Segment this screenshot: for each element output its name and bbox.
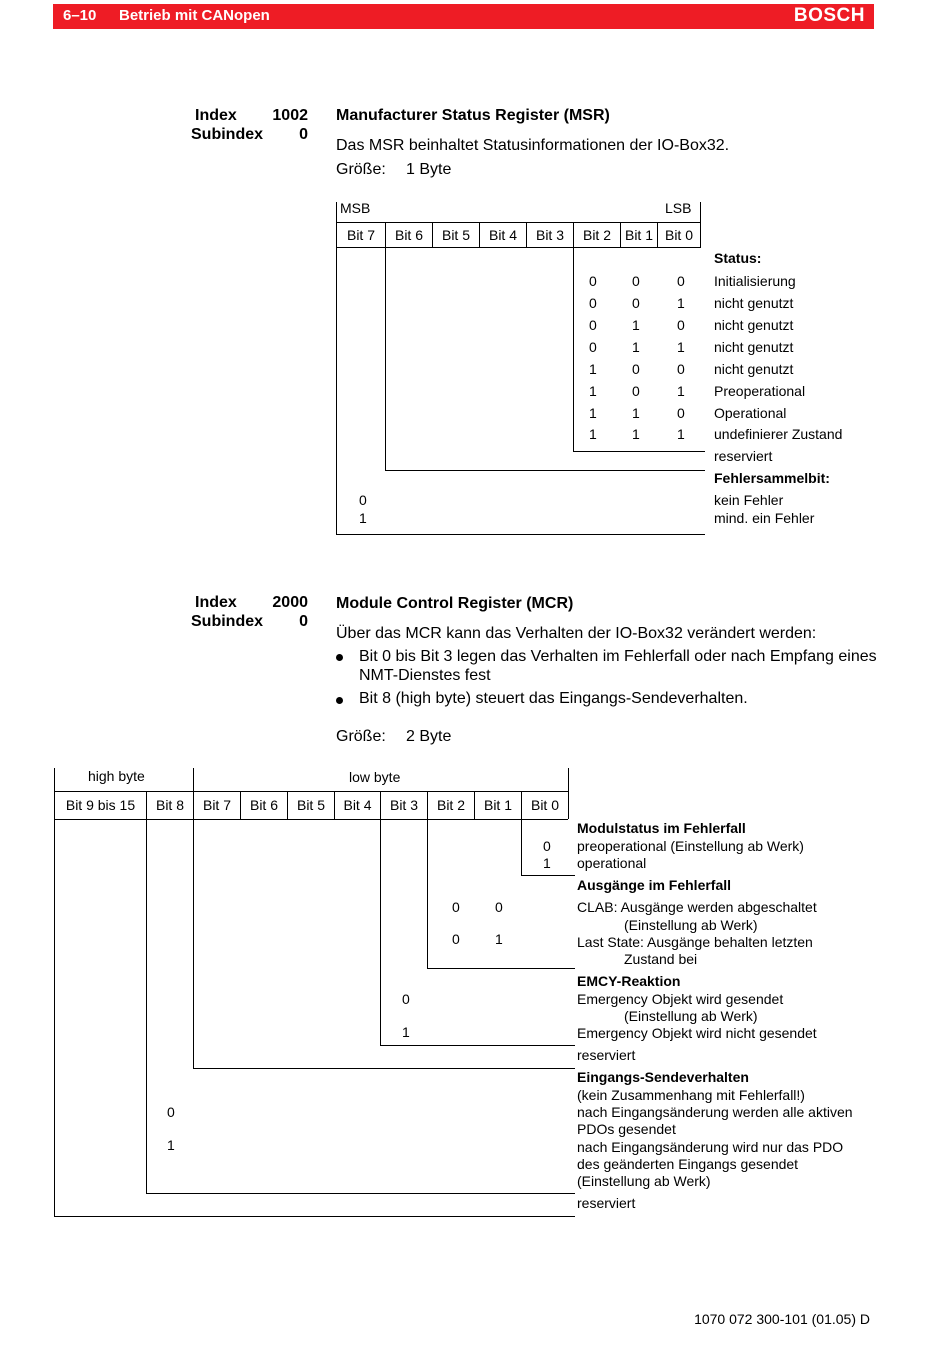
eing-0-text: nach Eingangsänderung werden alle aktiven [577, 1104, 853, 1120]
bullet-dot [336, 697, 343, 704]
status-bit: 0 [632, 361, 640, 377]
msr-subindex-label: Subindex [191, 126, 264, 143]
msr-size-label: Größe: [336, 161, 386, 178]
mcr-size-label: Größe: [336, 728, 386, 745]
msr-bit-2: Bit 2 [582, 227, 611, 243]
bit-value: 0 [167, 1104, 175, 1120]
emcy-heading: EMCY-Reaktion [577, 973, 681, 989]
document-number: 1070 072 300-101 (01.05) D [694, 1311, 870, 1327]
mcr-size-value: 2 Byte [406, 728, 452, 745]
status-label: nicht genutzt [714, 339, 794, 355]
status-bit: 0 [589, 295, 597, 311]
msr-status-heading: Status: [714, 250, 762, 266]
bit-value: 0 [452, 931, 460, 947]
chapter-title: Betrieb mit CANopen [119, 7, 270, 24]
mcr-reserved-2: reserviert [577, 1195, 636, 1211]
bullet-text: NMT-Dienstes fest [359, 667, 491, 684]
msr-bit-1: Bit 1 [624, 227, 653, 243]
ausg-00-text-2: (Einstellung ab Werk) [624, 917, 758, 933]
mcr-bit-6: Bit 6 [249, 797, 278, 813]
high-byte-label: high byte [88, 768, 145, 784]
bosch-logo: BOSCH [793, 5, 865, 26]
msr-description: Das MSR beinhaltet Statusinformationen der IO-Box32. [336, 137, 730, 154]
mcr-bit-2: Bit 2 [436, 797, 465, 813]
mcr-subindex-label: Subindex [191, 613, 264, 630]
status-bit: 0 [589, 339, 597, 355]
error-bit: 0 [359, 492, 367, 508]
status-bit: 0 [632, 273, 640, 289]
msr-subindex-value: 0 [299, 126, 308, 143]
ausg-heading: Ausgänge im Fehlerfall [577, 877, 732, 893]
mcr-title: Module Control Register (MCR) [336, 595, 574, 612]
lsb-label: LSB [665, 200, 692, 216]
status-bit: 1 [589, 426, 597, 442]
eing-0-text-2: PDOs gesendet [577, 1121, 676, 1137]
status-bit: 1 [677, 339, 685, 355]
mcr-bit-0: Bit 0 [530, 797, 559, 813]
mcr-bit-9-15: Bit 9 bis 15 [65, 797, 136, 813]
bit-value: 1 [402, 1024, 410, 1040]
msr-bit-6: Bit 6 [394, 227, 423, 243]
mcr-subindex-value: 0 [299, 613, 308, 630]
status-label: Operational [714, 405, 787, 421]
error-bit: 1 [359, 510, 367, 526]
msr-reserved: reserviert [714, 448, 773, 464]
msr-title: Manufacturer Status Register (MSR) [336, 107, 610, 124]
bullet-text: Bit 0 bis Bit 3 legen das Verhalten im Fehlerfall oder nach Empfang eines [359, 648, 877, 665]
header-bar [53, 4, 874, 29]
status-bit: 1 [589, 361, 597, 377]
mcr-bit-8: Bit 8 [155, 797, 184, 813]
status-bit: 1 [589, 383, 597, 399]
page-number: 6–10 [63, 7, 97, 24]
status-label: nicht genutzt [714, 295, 794, 311]
status-bit: 0 [589, 273, 597, 289]
bit-value: 0 [402, 991, 410, 1007]
msr-index-label: Index [195, 107, 237, 124]
status-bit: 0 [677, 317, 685, 333]
eing-heading: Eingangs-Sendeverhalten [577, 1069, 749, 1085]
status-bit: 1 [632, 317, 640, 333]
mcr-bit-5: Bit 5 [296, 797, 325, 813]
modul-0-text: preoperational (Einstellung ab Werk) [577, 838, 804, 854]
status-bit: 0 [677, 361, 685, 377]
msr-index-value: 1002 [272, 107, 308, 124]
msr-bit-5: Bit 5 [441, 227, 470, 243]
status-bit: 1 [632, 426, 640, 442]
emcy-0-text-2: (Einstellung ab Werk) [624, 1008, 758, 1024]
status-label: nicht genutzt [714, 317, 794, 333]
bit-value: 0 [543, 838, 551, 854]
status-bit: 0 [677, 273, 685, 289]
ausg-00-text: CLAB: Ausgänge werden abgeschaltet [577, 899, 817, 915]
bit-value: 1 [495, 931, 503, 947]
bullet-text: Bit 8 (high byte) steuert das Eingangs-Sendeverhalten. [359, 690, 748, 707]
status-bit: 1 [632, 339, 640, 355]
emcy-1-text: Emergency Objekt wird nicht gesendet [577, 1025, 817, 1041]
bit-value: 1 [167, 1137, 175, 1153]
msr-bit-0: Bit 0 [664, 227, 693, 243]
status-bit: 0 [632, 295, 640, 311]
mcr-index-value: 2000 [272, 594, 308, 611]
ausg-01-text-2: Zustand bei [624, 951, 698, 967]
status-bit: 1 [589, 405, 597, 421]
bit-value: 1 [543, 855, 551, 871]
msr-bit-7: Bit 7 [346, 227, 375, 243]
emcy-0-text: Emergency Objekt wird gesendet [577, 991, 784, 1007]
eing-1-text-2: des geänderten Eingangs gesendet [577, 1156, 799, 1172]
msb-label: MSB [340, 200, 371, 216]
status-bit: 1 [677, 383, 685, 399]
status-bit: 1 [677, 426, 685, 442]
eing-note: (kein Zusammenhang mit Fehlerfall!) [577, 1087, 805, 1103]
status-bit: 0 [632, 383, 640, 399]
status-label: undefinierer Zustand [714, 426, 843, 442]
bit-value: 0 [495, 899, 503, 915]
status-bit: 0 [589, 317, 597, 333]
mcr-reserved-1: reserviert [577, 1047, 636, 1063]
msr-error-heading: Fehlersammelbit: [714, 470, 830, 486]
bit-value: 0 [452, 899, 460, 915]
mcr-bit-1: Bit 1 [483, 797, 512, 813]
eing-1-text-3: (Einstellung ab Werk) [577, 1173, 711, 1189]
eing-1-text: nach Eingangsänderung wird nur das PDO [577, 1139, 844, 1155]
modul-1-text: operational [577, 855, 647, 871]
error-label: mind. ein Fehler [714, 510, 815, 526]
ausg-01-text: Last State: Ausgänge behalten letzten [577, 934, 813, 950]
mcr-index-label: Index [195, 594, 237, 611]
msr-bit-3: Bit 3 [535, 227, 564, 243]
status-bit: 1 [632, 405, 640, 421]
low-byte-label: low byte [349, 769, 401, 785]
status-bit: 1 [677, 295, 685, 311]
mcr-bit-3: Bit 3 [389, 797, 418, 813]
msr-bit-4: Bit 4 [488, 227, 517, 243]
mcr-bit-7: Bit 7 [202, 797, 231, 813]
mcr-bit-4: Bit 4 [343, 797, 372, 813]
msr-size-value: 1 Byte [406, 161, 452, 178]
status-label: Preoperational [714, 383, 806, 399]
status-label: nicht genutzt [714, 361, 794, 377]
modul-heading: Modulstatus im Fehlerfall [577, 820, 746, 836]
mcr-description: Über das MCR kann das Verhalten der IO-Box32 verändert werden: [336, 625, 817, 642]
bullet-dot [336, 654, 343, 661]
status-bit: 0 [677, 405, 685, 421]
error-label: kein Fehler [714, 492, 784, 508]
status-label: Initialisierung [714, 273, 796, 289]
